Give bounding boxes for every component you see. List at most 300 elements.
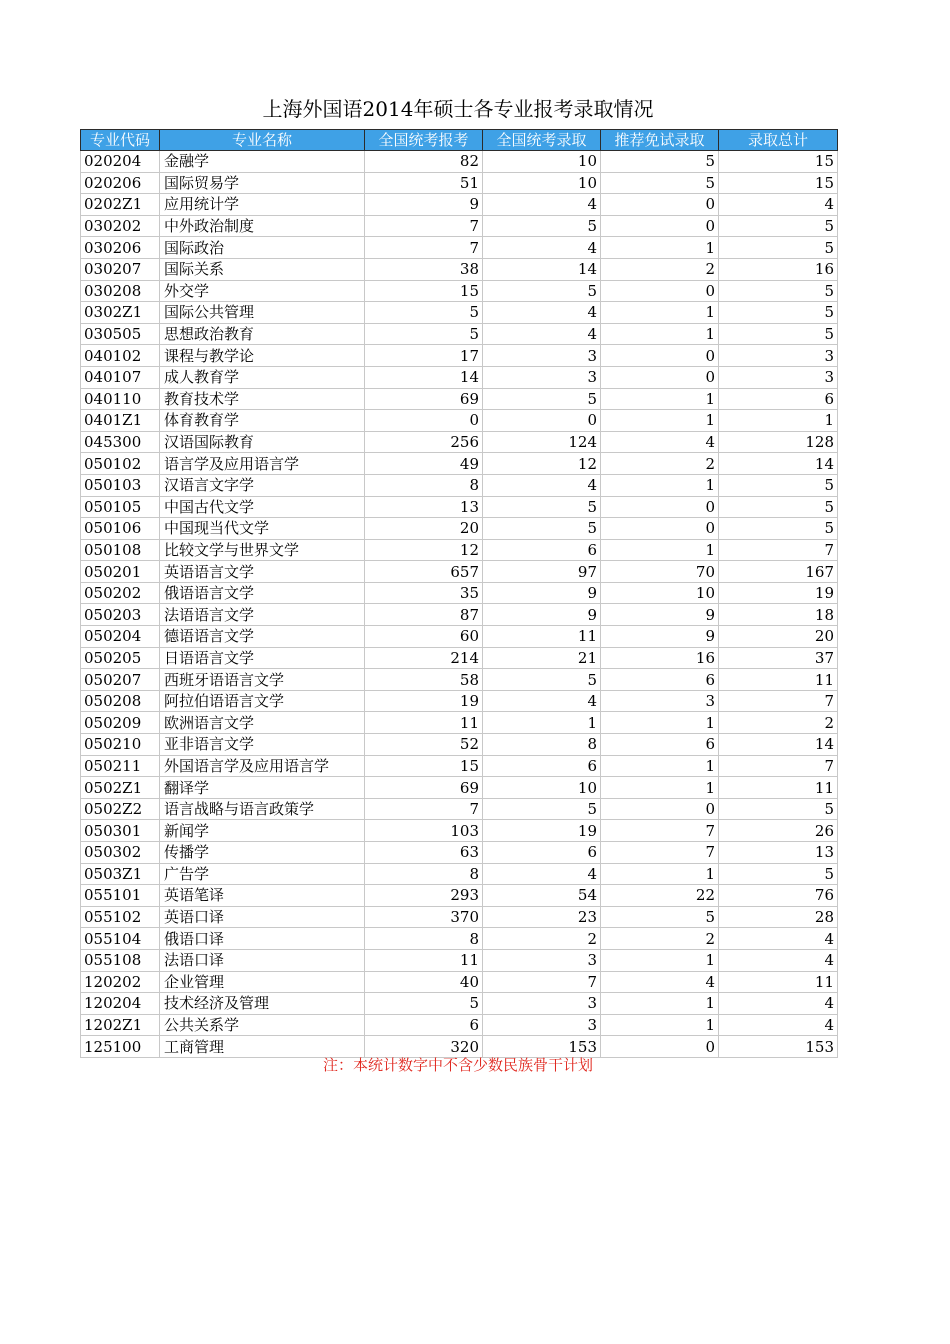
total-admitted-cell: 4	[719, 928, 838, 950]
exam-applicants-cell: 38	[365, 258, 483, 280]
total-admitted-cell: 4	[719, 1014, 838, 1036]
total-admitted-cell: 18	[719, 604, 838, 626]
exam-applicants-cell: 657	[365, 561, 483, 583]
exam-admitted-cell: 5	[483, 215, 601, 237]
exam-applicants-cell: 370	[365, 906, 483, 928]
column-header-major-name: 专业名称	[160, 130, 365, 151]
major-name-cell: 汉语言文字学	[160, 474, 365, 496]
table-row	[81, 280, 838, 302]
total-admitted-cell: 4	[719, 949, 838, 971]
exam-applicants-cell: 35	[365, 582, 483, 604]
exam-admitted-cell: 5	[483, 388, 601, 410]
exam-admitted-cell: 3	[483, 366, 601, 388]
exam-applicants-cell: 52	[365, 734, 483, 756]
total-admitted-cell: 14	[719, 453, 838, 475]
recommended-admitted-cell: 16	[601, 647, 719, 669]
major-name-cell: 英语语言文学	[160, 561, 365, 583]
exam-admitted-cell: 6	[483, 539, 601, 561]
table-row	[81, 949, 838, 971]
exam-applicants-cell: 69	[365, 777, 483, 799]
major-code-cell: 040102	[81, 345, 160, 367]
table-row	[81, 669, 838, 691]
exam-applicants-cell: 60	[365, 626, 483, 648]
exam-admitted-cell: 6	[483, 755, 601, 777]
major-code-cell: 055101	[81, 885, 160, 907]
total-admitted-cell: 1	[719, 410, 838, 432]
total-admitted-cell: 3	[719, 366, 838, 388]
major-code-cell: 055102	[81, 906, 160, 928]
exam-admitted-cell: 12	[483, 453, 601, 475]
total-admitted-cell: 11	[719, 971, 838, 993]
exam-applicants-cell: 8	[365, 474, 483, 496]
major-code-cell: 0503Z1	[81, 863, 160, 885]
table-row	[81, 777, 838, 799]
exam-admitted-cell: 9	[483, 604, 601, 626]
table-row	[81, 842, 838, 864]
table-row	[81, 410, 838, 432]
exam-admitted-cell: 153	[483, 1036, 601, 1058]
table-row	[81, 172, 838, 194]
major-code-cell: 030505	[81, 323, 160, 345]
table-row	[81, 820, 838, 842]
major-code-cell: 120202	[81, 971, 160, 993]
exam-admitted-cell: 5	[483, 280, 601, 302]
major-name-cell: 欧洲语言文学	[160, 712, 365, 734]
table-row	[81, 626, 838, 648]
recommended-admitted-cell: 0	[601, 366, 719, 388]
exam-applicants-cell: 11	[365, 949, 483, 971]
major-code-cell: 1202Z1	[81, 1014, 160, 1036]
exam-applicants-cell: 63	[365, 842, 483, 864]
total-admitted-cell: 5	[719, 215, 838, 237]
table-row	[81, 971, 838, 993]
total-admitted-cell: 28	[719, 906, 838, 928]
exam-admitted-cell: 11	[483, 626, 601, 648]
total-admitted-cell: 5	[719, 863, 838, 885]
major-name-cell: 语言战略与语言政策学	[160, 798, 365, 820]
recommended-admitted-cell: 1	[601, 863, 719, 885]
exam-admitted-cell: 10	[483, 172, 601, 194]
total-admitted-cell: 26	[719, 820, 838, 842]
major-name-cell: 广告学	[160, 863, 365, 885]
column-header-total-admitted: 录取总计	[719, 130, 838, 151]
major-code-cell: 050204	[81, 626, 160, 648]
major-code-cell: 050209	[81, 712, 160, 734]
major-name-cell: 汉语国际教育	[160, 431, 365, 453]
total-admitted-cell: 15	[719, 172, 838, 194]
exam-admitted-cell: 4	[483, 474, 601, 496]
major-code-cell: 050205	[81, 647, 160, 669]
total-admitted-cell: 7	[719, 690, 838, 712]
table-row	[81, 215, 838, 237]
total-admitted-cell: 4	[719, 993, 838, 1015]
table-row	[81, 734, 838, 756]
major-name-cell: 体育教育学	[160, 410, 365, 432]
table-body	[81, 151, 838, 1058]
total-admitted-cell: 37	[719, 647, 838, 669]
exam-applicants-cell: 103	[365, 820, 483, 842]
major-code-cell: 0202Z1	[81, 194, 160, 216]
exam-applicants-cell: 51	[365, 172, 483, 194]
table-row	[81, 690, 838, 712]
exam-admitted-cell: 5	[483, 518, 601, 540]
major-name-cell: 应用统计学	[160, 194, 365, 216]
major-code-cell: 050202	[81, 582, 160, 604]
exam-admitted-cell: 9	[483, 582, 601, 604]
recommended-admitted-cell: 2	[601, 928, 719, 950]
recommended-admitted-cell: 0	[601, 518, 719, 540]
total-admitted-cell: 2	[719, 712, 838, 734]
total-admitted-cell: 13	[719, 842, 838, 864]
recommended-admitted-cell: 1	[601, 755, 719, 777]
exam-applicants-cell: 69	[365, 388, 483, 410]
exam-applicants-cell: 0	[365, 410, 483, 432]
exam-applicants-cell: 256	[365, 431, 483, 453]
table-row	[81, 993, 838, 1015]
exam-applicants-cell: 320	[365, 1036, 483, 1058]
major-name-cell: 公共关系学	[160, 1014, 365, 1036]
exam-applicants-cell: 12	[365, 539, 483, 561]
column-header-major-code: 专业代码	[81, 130, 160, 151]
exam-applicants-cell: 15	[365, 280, 483, 302]
recommended-admitted-cell: 0	[601, 345, 719, 367]
major-code-cell: 050203	[81, 604, 160, 626]
exam-applicants-cell: 214	[365, 647, 483, 669]
major-code-cell: 050102	[81, 453, 160, 475]
recommended-admitted-cell: 1	[601, 1014, 719, 1036]
major-name-cell: 日语语言文学	[160, 647, 365, 669]
page-title: 上海外国语2014年硕士各专业报考录取情况	[262, 97, 654, 121]
recommended-admitted-cell: 5	[601, 151, 719, 173]
table-row	[81, 194, 838, 216]
major-name-cell: 俄语口译	[160, 928, 365, 950]
table-row	[81, 906, 838, 928]
exam-applicants-cell: 17	[365, 345, 483, 367]
admissions-table	[80, 129, 838, 1058]
major-code-cell: 0302Z1	[81, 302, 160, 324]
major-code-cell: 030202	[81, 215, 160, 237]
recommended-admitted-cell: 1	[601, 410, 719, 432]
exam-admitted-cell: 54	[483, 885, 601, 907]
table-row	[81, 1014, 838, 1036]
footnote: 注：本统计数字中不含少数民族骨干计划	[322, 1056, 593, 1074]
major-name-cell: 教育技术学	[160, 388, 365, 410]
exam-admitted-cell: 3	[483, 1014, 601, 1036]
major-name-cell: 思想政治教育	[160, 323, 365, 345]
exam-admitted-cell: 6	[483, 842, 601, 864]
exam-admitted-cell: 4	[483, 323, 601, 345]
exam-admitted-cell: 97	[483, 561, 601, 583]
total-admitted-cell: 153	[719, 1036, 838, 1058]
total-admitted-cell: 76	[719, 885, 838, 907]
exam-applicants-cell: 15	[365, 755, 483, 777]
table-header-row	[81, 130, 838, 151]
total-admitted-cell: 5	[719, 474, 838, 496]
exam-applicants-cell: 7	[365, 215, 483, 237]
recommended-admitted-cell: 70	[601, 561, 719, 583]
recommended-admitted-cell: 0	[601, 798, 719, 820]
recommended-admitted-cell: 7	[601, 820, 719, 842]
recommended-admitted-cell: 0	[601, 1036, 719, 1058]
recommended-admitted-cell: 5	[601, 172, 719, 194]
table-row	[81, 388, 838, 410]
major-name-cell: 德语语言文学	[160, 626, 365, 648]
total-admitted-cell: 128	[719, 431, 838, 453]
recommended-admitted-cell: 22	[601, 885, 719, 907]
major-code-cell: 050103	[81, 474, 160, 496]
recommended-admitted-cell: 5	[601, 906, 719, 928]
major-code-cell: 050210	[81, 734, 160, 756]
exam-admitted-cell: 7	[483, 971, 601, 993]
major-name-cell: 西班牙语语言文学	[160, 669, 365, 691]
total-admitted-cell: 5	[719, 323, 838, 345]
total-admitted-cell: 15	[719, 151, 838, 173]
recommended-admitted-cell: 1	[601, 712, 719, 734]
table-row	[81, 258, 838, 280]
table-row	[81, 302, 838, 324]
exam-admitted-cell: 2	[483, 928, 601, 950]
exam-admitted-cell: 3	[483, 345, 601, 367]
total-admitted-cell: 6	[719, 388, 838, 410]
exam-applicants-cell: 19	[365, 690, 483, 712]
table-row	[81, 755, 838, 777]
exam-applicants-cell: 8	[365, 863, 483, 885]
column-header-exam-applicants: 全国统考报考	[365, 130, 483, 151]
total-admitted-cell: 11	[719, 669, 838, 691]
table-row	[81, 712, 838, 734]
total-admitted-cell: 5	[719, 237, 838, 259]
total-admitted-cell: 16	[719, 258, 838, 280]
exam-applicants-cell: 5	[365, 993, 483, 1015]
total-admitted-cell: 5	[719, 302, 838, 324]
exam-applicants-cell: 7	[365, 237, 483, 259]
table-row	[81, 366, 838, 388]
total-admitted-cell: 5	[719, 280, 838, 302]
table-row	[81, 539, 838, 561]
exam-admitted-cell: 4	[483, 194, 601, 216]
major-name-cell: 国际政治	[160, 237, 365, 259]
total-admitted-cell: 167	[719, 561, 838, 583]
major-name-cell: 法语口译	[160, 949, 365, 971]
exam-applicants-cell: 6	[365, 1014, 483, 1036]
table-row	[81, 928, 838, 950]
table-row	[81, 647, 838, 669]
total-admitted-cell: 3	[719, 345, 838, 367]
major-name-cell: 俄语语言文学	[160, 582, 365, 604]
major-code-cell: 045300	[81, 431, 160, 453]
recommended-admitted-cell: 4	[601, 431, 719, 453]
exam-admitted-cell: 5	[483, 798, 601, 820]
recommended-admitted-cell: 1	[601, 302, 719, 324]
major-name-cell: 英语笔译	[160, 885, 365, 907]
recommended-admitted-cell: 2	[601, 453, 719, 475]
exam-applicants-cell: 49	[365, 453, 483, 475]
major-name-cell: 成人教育学	[160, 366, 365, 388]
exam-admitted-cell: 5	[483, 496, 601, 518]
major-code-cell: 050201	[81, 561, 160, 583]
exam-admitted-cell: 0	[483, 410, 601, 432]
table-row	[81, 885, 838, 907]
recommended-admitted-cell: 1	[601, 777, 719, 799]
major-name-cell: 金融学	[160, 151, 365, 173]
major-name-cell: 外交学	[160, 280, 365, 302]
major-code-cell: 0502Z1	[81, 777, 160, 799]
major-code-cell: 040107	[81, 366, 160, 388]
recommended-admitted-cell: 7	[601, 842, 719, 864]
major-code-cell: 030208	[81, 280, 160, 302]
table-row	[81, 151, 838, 173]
recommended-admitted-cell: 9	[601, 604, 719, 626]
total-admitted-cell: 7	[719, 755, 838, 777]
exam-applicants-cell: 14	[365, 366, 483, 388]
major-name-cell: 法语语言文学	[160, 604, 365, 626]
major-code-cell: 050108	[81, 539, 160, 561]
exam-admitted-cell: 3	[483, 949, 601, 971]
major-name-cell: 技术经济及管理	[160, 993, 365, 1015]
table-row	[81, 323, 838, 345]
exam-admitted-cell: 10	[483, 151, 601, 173]
major-name-cell: 中国现当代文学	[160, 518, 365, 540]
major-code-cell: 055104	[81, 928, 160, 950]
exam-admitted-cell: 14	[483, 258, 601, 280]
major-code-cell: 050106	[81, 518, 160, 540]
exam-applicants-cell: 58	[365, 669, 483, 691]
major-name-cell: 国际公共管理	[160, 302, 365, 324]
recommended-admitted-cell: 10	[601, 582, 719, 604]
table-row	[81, 453, 838, 475]
table-row	[81, 561, 838, 583]
table-row	[81, 863, 838, 885]
exam-applicants-cell: 293	[365, 885, 483, 907]
total-admitted-cell: 7	[719, 539, 838, 561]
exam-admitted-cell: 124	[483, 431, 601, 453]
major-name-cell: 翻译学	[160, 777, 365, 799]
exam-applicants-cell: 8	[365, 928, 483, 950]
exam-applicants-cell: 9	[365, 194, 483, 216]
major-name-cell: 外国语言学及应用语言学	[160, 755, 365, 777]
major-code-cell: 020206	[81, 172, 160, 194]
major-name-cell: 语言学及应用语言学	[160, 453, 365, 475]
recommended-admitted-cell: 1	[601, 237, 719, 259]
table-row	[81, 604, 838, 626]
exam-applicants-cell: 5	[365, 302, 483, 324]
exam-applicants-cell: 20	[365, 518, 483, 540]
major-name-cell: 新闻学	[160, 820, 365, 842]
major-code-cell: 050211	[81, 755, 160, 777]
recommended-admitted-cell: 4	[601, 971, 719, 993]
recommended-admitted-cell: 3	[601, 690, 719, 712]
recommended-admitted-cell: 1	[601, 539, 719, 561]
exam-applicants-cell: 5	[365, 323, 483, 345]
major-name-cell: 中国古代文学	[160, 496, 365, 518]
recommended-admitted-cell: 6	[601, 734, 719, 756]
recommended-admitted-cell: 1	[601, 474, 719, 496]
major-code-cell: 050105	[81, 496, 160, 518]
exam-applicants-cell: 82	[365, 151, 483, 173]
recommended-admitted-cell: 9	[601, 626, 719, 648]
column-header-exam-admitted: 全国统考录取	[483, 130, 601, 151]
exam-admitted-cell: 19	[483, 820, 601, 842]
major-code-cell: 040110	[81, 388, 160, 410]
exam-applicants-cell: 87	[365, 604, 483, 626]
recommended-admitted-cell: 1	[601, 993, 719, 1015]
exam-applicants-cell: 13	[365, 496, 483, 518]
major-code-cell: 030207	[81, 258, 160, 280]
recommended-admitted-cell: 6	[601, 669, 719, 691]
major-name-cell: 亚非语言文学	[160, 734, 365, 756]
major-code-cell: 020204	[81, 151, 160, 173]
major-name-cell: 国际关系	[160, 258, 365, 280]
total-admitted-cell: 20	[719, 626, 838, 648]
table-row	[81, 345, 838, 367]
exam-applicants-cell: 40	[365, 971, 483, 993]
major-name-cell: 课程与教学论	[160, 345, 365, 367]
total-admitted-cell: 11	[719, 777, 838, 799]
major-code-cell: 050302	[81, 842, 160, 864]
exam-admitted-cell: 4	[483, 237, 601, 259]
recommended-admitted-cell: 1	[601, 949, 719, 971]
exam-admitted-cell: 21	[483, 647, 601, 669]
table-row	[81, 798, 838, 820]
major-code-cell: 0401Z1	[81, 410, 160, 432]
recommended-admitted-cell: 1	[601, 323, 719, 345]
exam-admitted-cell: 5	[483, 669, 601, 691]
total-admitted-cell: 14	[719, 734, 838, 756]
recommended-admitted-cell: 0	[601, 215, 719, 237]
column-header-recommended-admitted: 推荐免试录取	[601, 130, 719, 151]
exam-applicants-cell: 7	[365, 798, 483, 820]
total-admitted-cell: 19	[719, 582, 838, 604]
total-admitted-cell: 5	[719, 798, 838, 820]
major-name-cell: 企业管理	[160, 971, 365, 993]
exam-admitted-cell: 4	[483, 690, 601, 712]
table-row	[81, 237, 838, 259]
exam-admitted-cell: 10	[483, 777, 601, 799]
total-admitted-cell: 5	[719, 496, 838, 518]
major-code-cell: 050208	[81, 690, 160, 712]
major-name-cell: 工商管理	[160, 1036, 365, 1058]
exam-admitted-cell: 4	[483, 863, 601, 885]
exam-admitted-cell: 4	[483, 302, 601, 324]
table-row	[81, 431, 838, 453]
recommended-admitted-cell: 0	[601, 496, 719, 518]
major-name-cell: 国际贸易学	[160, 172, 365, 194]
major-code-cell: 050301	[81, 820, 160, 842]
major-code-cell: 120204	[81, 993, 160, 1015]
major-code-cell: 0502Z2	[81, 798, 160, 820]
table-row	[81, 496, 838, 518]
major-name-cell: 中外政治制度	[160, 215, 365, 237]
major-code-cell: 055108	[81, 949, 160, 971]
table-row	[81, 518, 838, 540]
recommended-admitted-cell: 2	[601, 258, 719, 280]
total-admitted-cell: 4	[719, 194, 838, 216]
exam-applicants-cell: 11	[365, 712, 483, 734]
recommended-admitted-cell: 0	[601, 280, 719, 302]
major-name-cell: 英语口译	[160, 906, 365, 928]
recommended-admitted-cell: 1	[601, 388, 719, 410]
exam-admitted-cell: 8	[483, 734, 601, 756]
major-code-cell: 050207	[81, 669, 160, 691]
recommended-admitted-cell: 0	[601, 194, 719, 216]
major-name-cell: 阿拉伯语语言文学	[160, 690, 365, 712]
table-row	[81, 582, 838, 604]
major-name-cell: 传播学	[160, 842, 365, 864]
major-code-cell: 125100	[81, 1036, 160, 1058]
total-admitted-cell: 5	[719, 518, 838, 540]
exam-admitted-cell: 3	[483, 993, 601, 1015]
table-row	[81, 474, 838, 496]
